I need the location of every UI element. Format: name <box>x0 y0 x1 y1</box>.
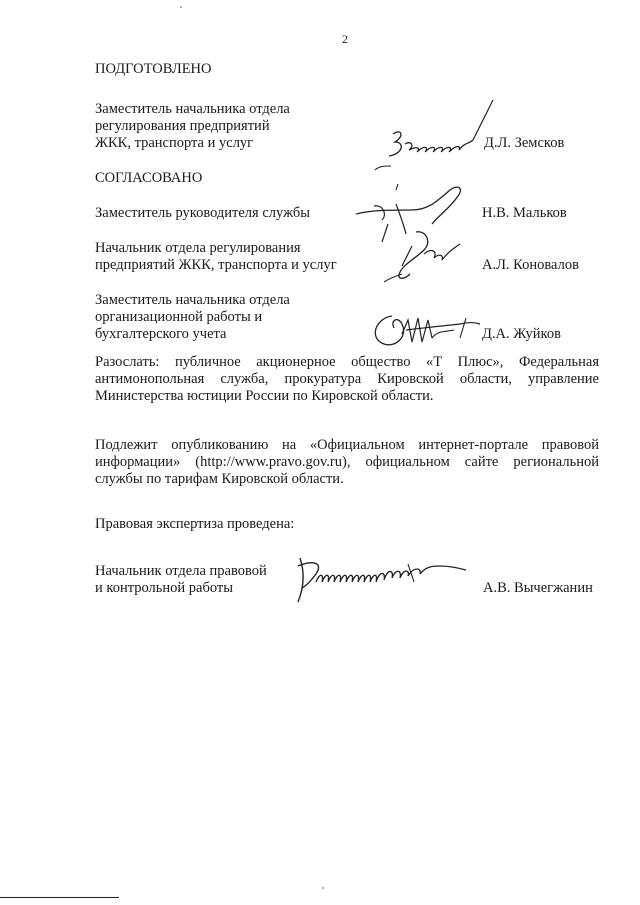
zhuikov-position-line: организационной работы и <box>95 309 263 325</box>
signature-zhuikov <box>362 308 487 354</box>
page-number: 2 <box>342 32 348 46</box>
zhuikov-position-line: Заместитель начальника отдела <box>95 292 290 308</box>
zhuikov-name: Д.А. Жуйков <box>482 326 561 342</box>
scan-speck <box>322 887 324 889</box>
publication-paragraph: Подлежит опубликованию на «Официальном интернет-портале правовой информации» (http://www.pravo.gov.ru), официальном сайте региональной службы по тарифам Кировской области. <box>95 437 599 487</box>
scan-speck <box>180 6 182 8</box>
signature-zemskov <box>365 96 505 171</box>
agreed-heading: СОГЛАСОВАНО <box>95 170 203 186</box>
malkov-name: Н.В. Мальков <box>482 205 567 221</box>
prepared-name: Д.Л. Земсков <box>484 135 565 151</box>
prepared-heading: ПОДГОТОВЛЕНО <box>95 61 212 77</box>
signature-konovalov <box>382 226 472 284</box>
konovalov-name: А.Л. Коновалов <box>482 257 579 273</box>
signature-vychegzhanin <box>290 552 470 606</box>
legal-review-name: А.В. Вычегжанин <box>483 580 593 596</box>
prepared-position-line: ЖКК, транспорта и услуг <box>95 135 254 151</box>
konovalov-position-line: предприятий ЖКК, транспорта и услуг <box>95 257 337 273</box>
prepared-position-line: Заместитель начальника отдела <box>95 101 290 117</box>
zhuikov-position-line: бухгалтерского учета <box>95 326 227 342</box>
footer-rule <box>0 897 119 898</box>
legal-review-statement: Правовая экспертиза проведена: <box>95 516 295 532</box>
legal-review-position-line: Начальник отдела правовой <box>95 563 267 579</box>
legal-review-position-line: и контрольной работы <box>95 580 233 596</box>
konovalov-position-line: Начальник отдела регулирования <box>95 240 301 256</box>
malkov-position-line: Заместитель руководителя службы <box>95 205 311 221</box>
distribution-paragraph: Разослать: публичное акционерное общество «Т Плюс», Федеральная антимонопольная служба, прокуратура Кировской области, управление Министерства юстиции России по Кировской области. <box>95 354 599 404</box>
prepared-position-line: регулирования предприятий <box>95 118 270 134</box>
